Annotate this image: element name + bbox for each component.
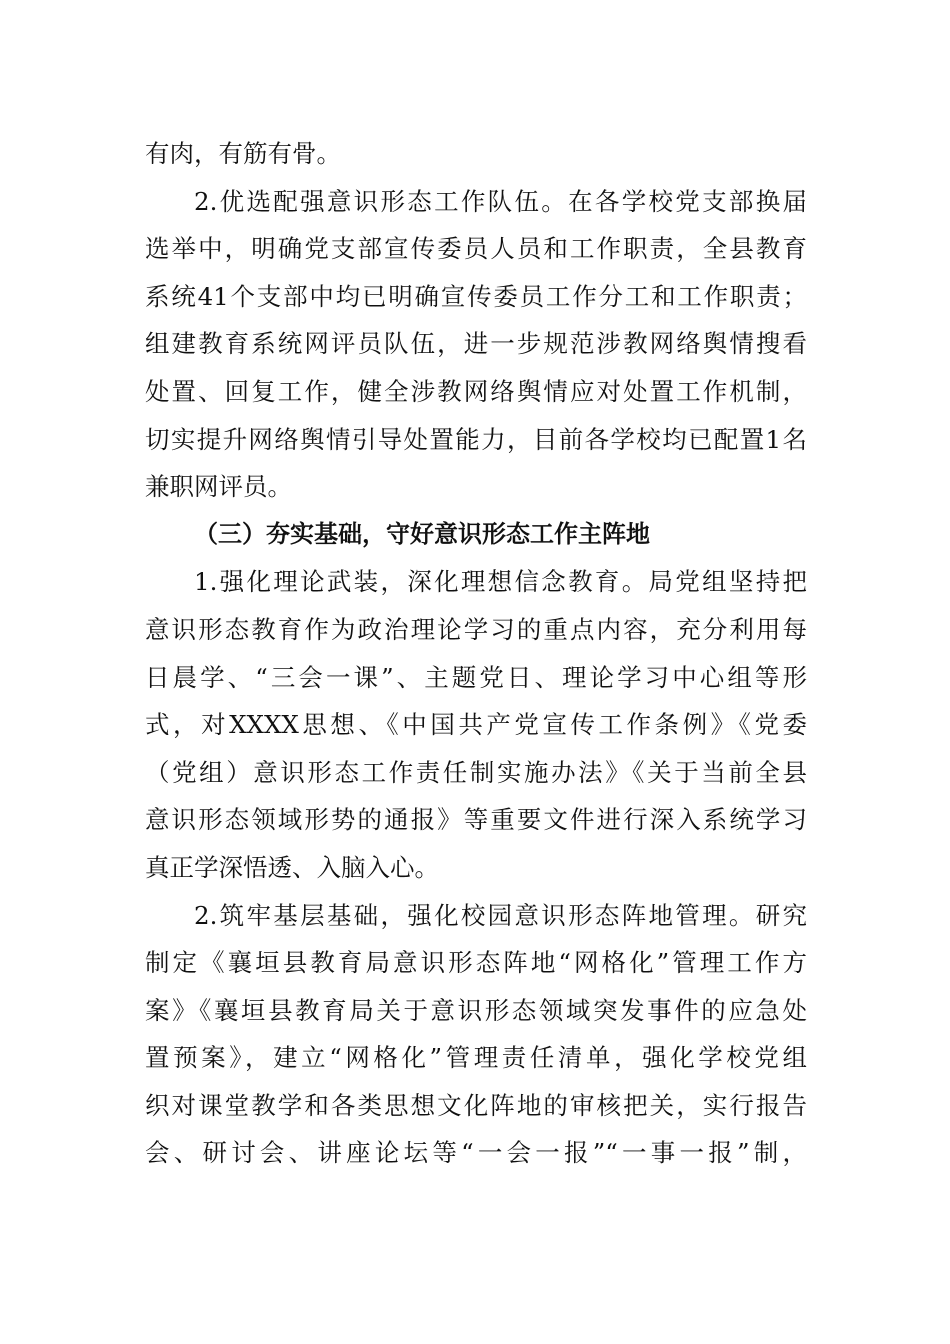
text-line: 处置、回复工作，健全涉教网络舆情应对处置工作机制，	[145, 376, 807, 406]
section-heading: （三）夯实基础，守好意识形态工作主阵地	[194, 519, 650, 548]
text-line: 意识形态领域形势的通报》等重要文件进行深入系统学习	[145, 805, 807, 835]
text-line: 制定《襄垣县教育局意识形态阵地“网格化”管理工作方	[145, 948, 807, 978]
paragraph-team	[145, 178, 807, 511]
text-line: 兼职网评员。	[145, 472, 292, 502]
paragraph-theory	[145, 558, 807, 891]
paragraph-continuation	[145, 130, 807, 178]
paragraph-grassroots	[145, 892, 807, 1178]
document-body	[145, 130, 807, 1177]
text-line: 案》《襄垣县教育局关于意识形态领域突发事件的应急处	[145, 995, 807, 1025]
text-line: 有肉，有筋有骨。	[145, 139, 341, 168]
text-line: 真正学深悟透、入脑入心。	[145, 852, 439, 882]
text-line: 织对课堂教学和各类思想文化阵地的审核把关，实行报告	[145, 1090, 807, 1120]
text-line: 系统41个支部中均已明确宣传委员工作分工和工作职责；	[145, 281, 807, 311]
text-line: 式，对XXXX思想、《中国共产党宣传工作条例》《党委	[145, 710, 807, 740]
text-line: 2.筑牢基层基础，强化校园意识形态阵地管理。研究	[194, 900, 807, 930]
text-line: 意识形态教育作为政治理论学习的重点内容，充分利用每	[145, 614, 807, 644]
text-line: 会、研讨会、讲座论坛等“一会一报”“一事一报”制，	[145, 1138, 807, 1168]
text-line: 1.强化理论武装，深化理想信念教育。局党组坚持把	[194, 567, 807, 597]
text-line: 2.优选配强意识形态工作队伍。在各学校党支部换届	[194, 186, 807, 216]
text-line: 选举中，明确党支部宣传委员人员和工作职责，全县教育	[145, 234, 807, 264]
text-line: 置预案》，建立“网格化”管理责任清单，强化学校党组	[145, 1043, 807, 1073]
text-line: 组建教育系统网评员队伍，进一步规范涉教网络舆情搜看	[145, 329, 807, 359]
text-line: 日晨学、“三会一课”、主题党日、理论学习中心组等形	[145, 662, 807, 692]
text-line: （党组）意识形态工作责任制实施办法》《关于当前全县	[145, 757, 807, 787]
text-line: 切实提升网络舆情引导处置能力，目前各学校均已配置1名	[145, 424, 807, 454]
